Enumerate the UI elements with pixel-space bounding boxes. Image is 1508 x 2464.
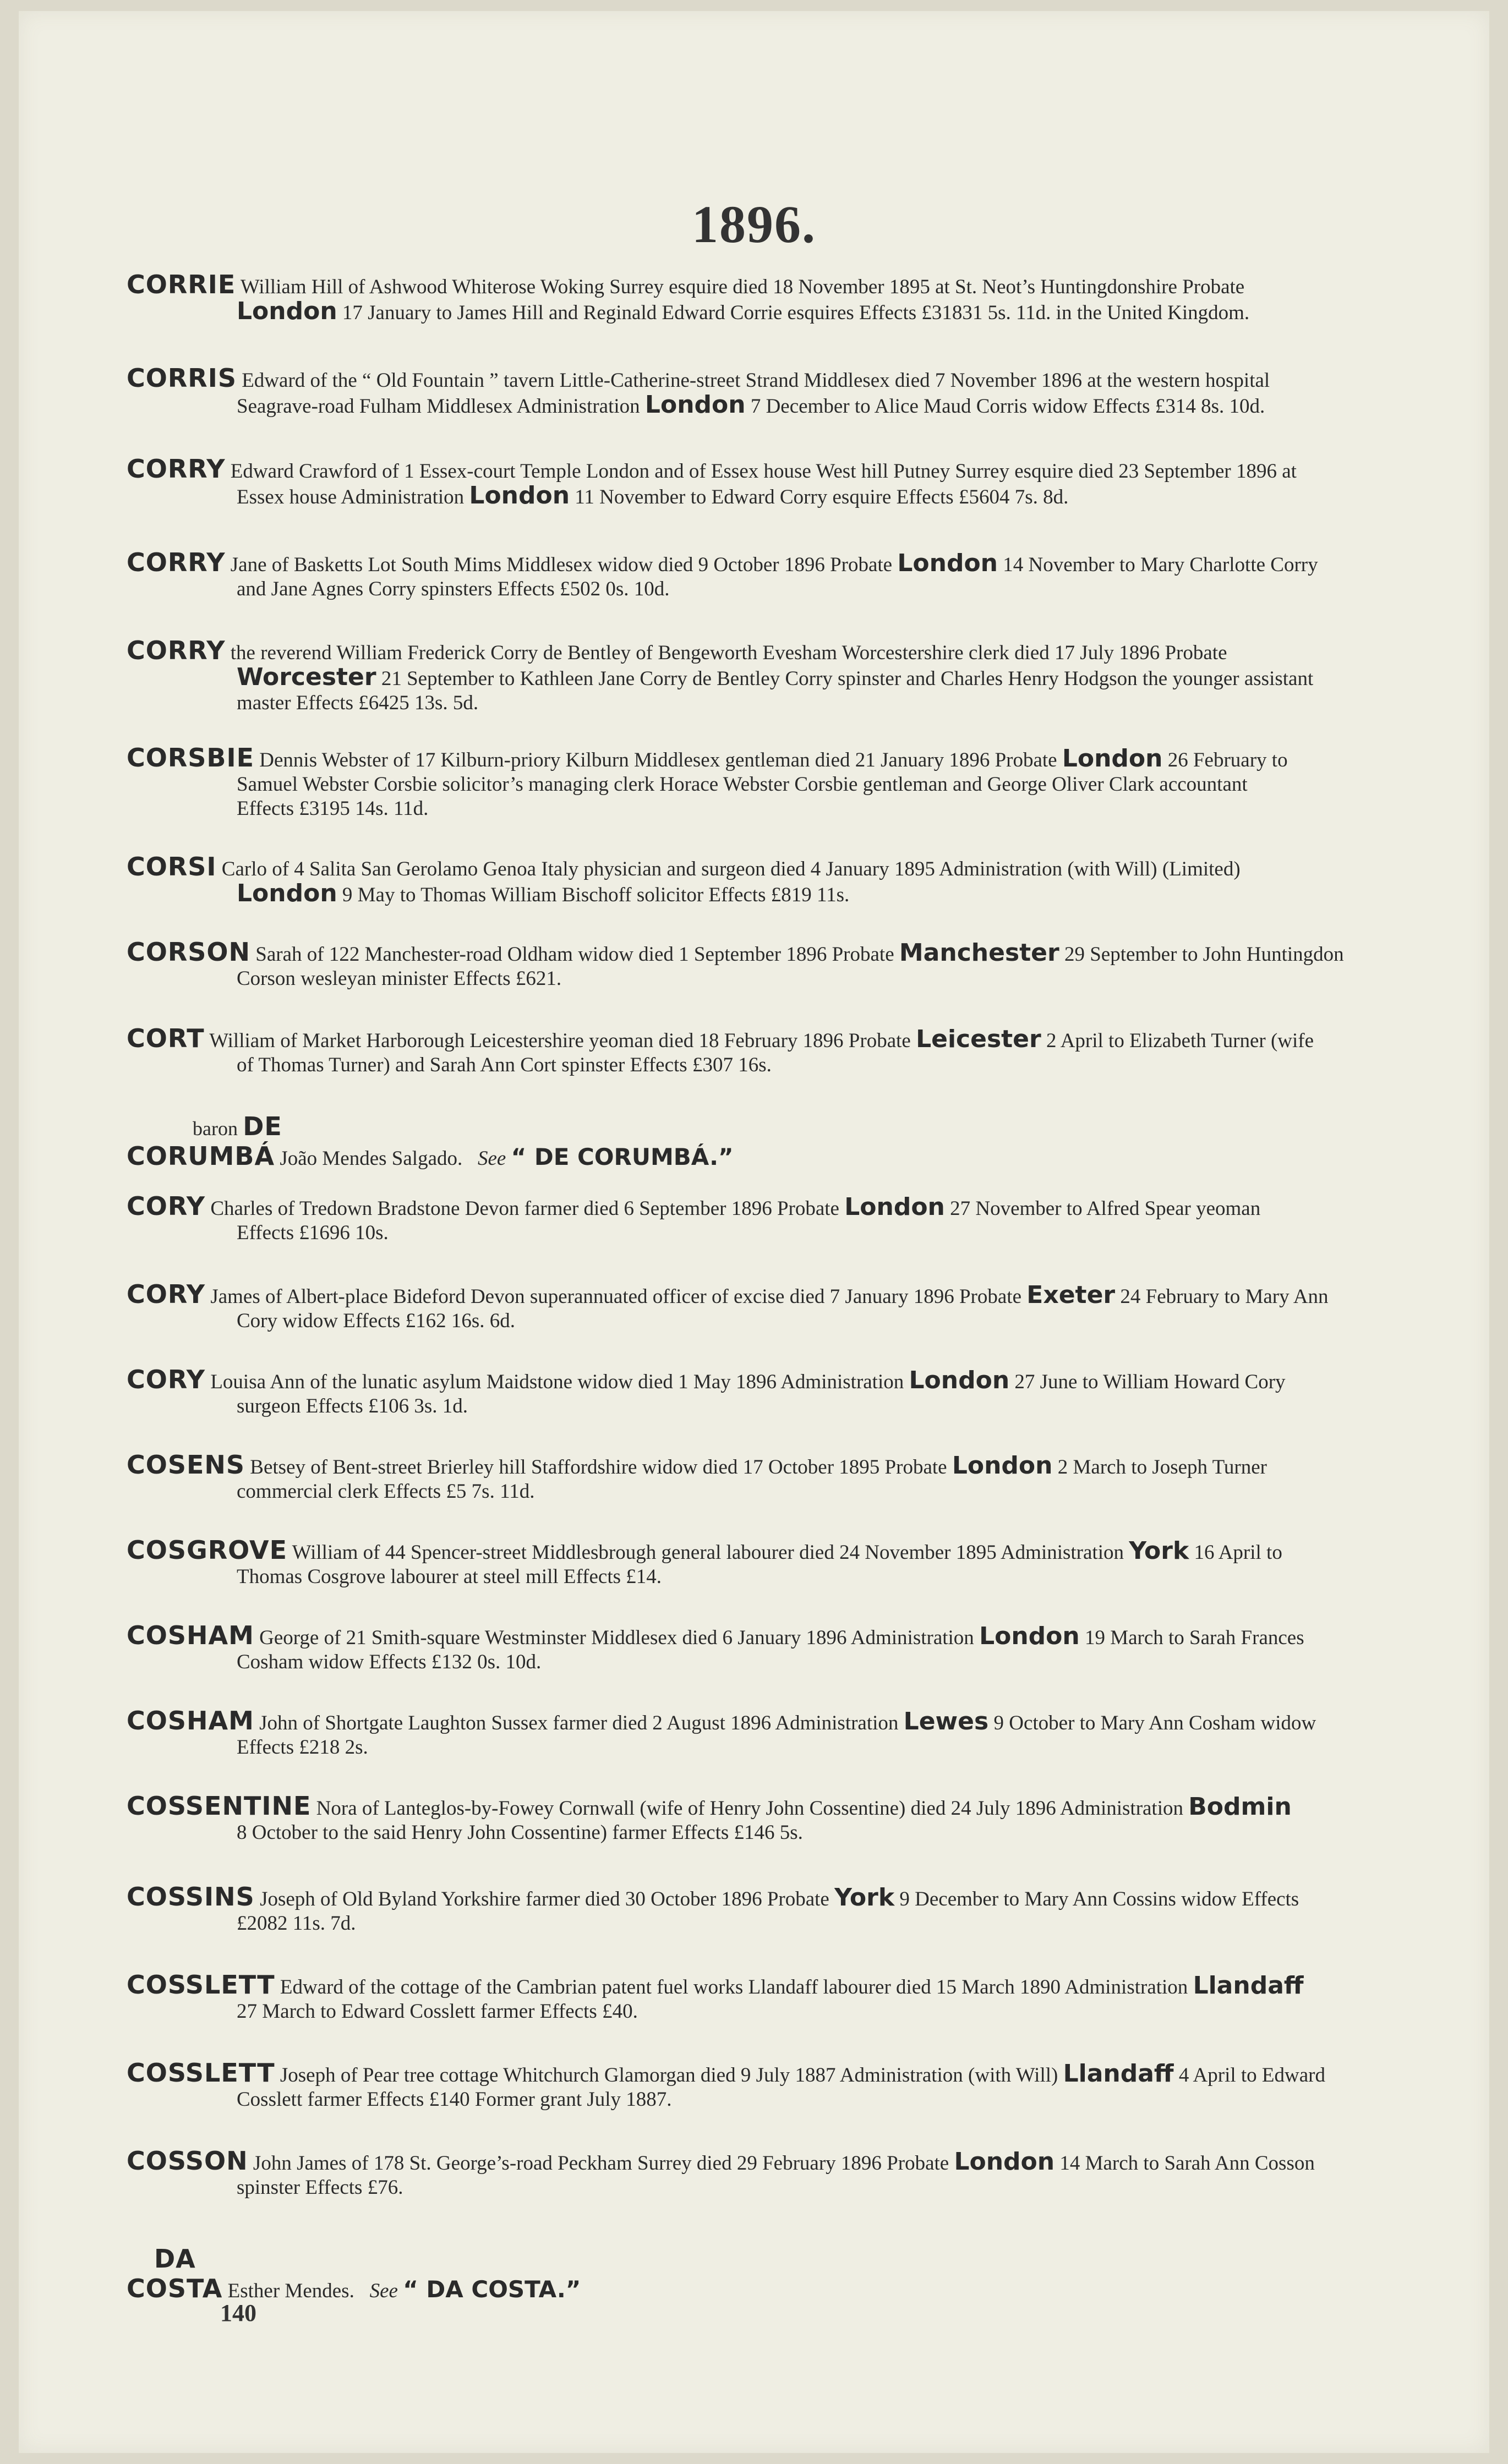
entry-text: Cosslett farmer Effects £140 Former grant July 1887. [237,2088,672,2111]
entry-text: John of Shortgate Laughton Sussex farmer died 2 August 1896 Administration [259,1712,899,1734]
probate-entry [127,1191,1453,1245]
entry-place: Manchester [899,939,1059,967]
entry-text: 27 March to Edward Cosslett farmer Effects £40. [237,2000,638,2023]
entry-text: 7 December to Alice Maud Corris widow Effects £314 8s. 10d. [750,395,1265,418]
entry-text: George of 21 Smith-square Westminster Middlesex died 6 January 1896 Administration [259,1627,974,1649]
entry-text: Joseph of Old Byland Yorkshire farmer died 30 October 1896 Probate [260,1888,829,1910]
probate-entry [127,1023,1453,1077]
entry-surname: COSENS [127,1450,245,1480]
probate-entry [127,638,1453,715]
entry-text: spinster Effects £76. [237,2176,403,2199]
entry-surname: CORY [127,1191,206,1221]
entry-text: Dennis Webster of 17 Kilburn-priory Kilburn Middlesex gentleman died 21 January 1896 Probate [259,749,1057,771]
entry-text: 2 April to Elizabeth Turner (wife [1046,1030,1314,1052]
entry-place: York [834,1883,895,1912]
xref-see: See [369,2280,398,2302]
entry-text: 9 October to Mary Ann Cosham widow [993,1712,1316,1734]
entry-surname: CORRY [127,547,226,577]
entry-surname: CORSON [127,937,251,967]
probate-entry [127,1450,1453,1504]
entry-surname: COSSINS [127,1882,255,1912]
entry-text: 4 April to Edward [1178,2064,1325,2087]
entry-place: London [237,297,337,325]
probate-entry [127,1279,1453,1333]
entry-text: 17 January to James Hill and Reginald Edward Corrie esquires Effects £31831 5s. 11d. in the United Kingdom. [342,302,1250,324]
entry-text: Carlo of 4 Salita San Gerolamo Genoa Italy physician and surgeon died 4 January 1895 Administration (with Will) (Limited) [221,858,1241,880]
xref-prefix: DA [154,2244,196,2274]
xref-prefix-small: baron [193,1118,238,1140]
entry-place: Lewes [903,1707,989,1735]
entry-text: 21 September to Kathleen Jane Corry de Bentley Corry spinster and Charles Henry Hodgson the younger assistant [381,667,1314,690]
entry-text: Charles of Tredown Bradstone Devon farmer died 6 September 1896 Probate [210,1197,839,1220]
entry-text: Corson wesleyan minister Effects £621. [237,967,562,990]
entry-text: 24 February to Mary Ann [1120,1285,1329,1308]
xref-see: See [478,1147,506,1170]
entry-surname: CORY [127,1365,206,1394]
entry-place: Leicester [916,1025,1041,1053]
entry-text: 27 June to William Howard Cory [1014,1371,1286,1393]
entry-place: Llandaff [1063,2060,1174,2088]
entry-text: surgeon Effects £106 3s. 1d. [237,1395,468,1417]
entry-surname: COSSENTINE [127,1791,312,1821]
entry-place: London [897,549,998,577]
entry-text: master Effects £6425 13s. 5d. [237,692,479,714]
entry-text: Effects £1696 10s. [237,1222,389,1244]
entry-text: James of Albert-place Bideford Devon superannuated officer of excise died 7 January 1896 Probate [210,1285,1022,1308]
probate-entry [127,272,1453,325]
entry-place: London [237,879,337,907]
entry-place: London [952,1452,1053,1480]
entry-place: Exeter [1026,1281,1116,1309]
entry-place: Worcester [237,663,376,691]
xref-surname: COSTA [127,2274,223,2303]
probate-entry [127,1535,1453,1589]
entry-text: Samuel Webster Corsbie solicitor’s managing clerk Horace Webster Corsbie gentleman and George Oliver Clark accountant [237,773,1248,796]
entry-surname: COSHAM [127,1706,254,1735]
entry-text: Nora of Lanteglos-by-Fowey Cornwall (wife of Henry John Cossentine) died 24 July 1896 Administration [316,1797,1183,1820]
probate-entry [127,743,1453,821]
probate-entry [127,1367,1453,1419]
probate-entry [127,937,1453,991]
entry-text: Joseph of Pear tree cottage Whitchurch Glamorgan died 9 July 1887 Administration (with Will) [280,2064,1058,2087]
entry-text: Seagrave-road Fulham Middlesex Administration [237,395,640,418]
probate-entry [127,1882,1453,1936]
entry-surname: CORY [127,1279,206,1309]
entry-place: Llandaff [1193,1972,1304,2000]
entry-text: 14 March to Sarah Ann Cosson [1059,2152,1315,2175]
entry-surname: COSGROVE [127,1535,288,1565]
cross-reference-entry [127,1111,734,1171]
entry-text: John James of 178 St. George’s-road Peckham Surrey died 29 February 1896 Probate [253,2152,949,2175]
entry-surname: CORRY [127,636,226,665]
entry-place: London [644,391,746,419]
probate-entry [127,1620,1453,1674]
entry-place: London [909,1366,1010,1394]
probate-entry [127,547,1453,601]
entry-text: 26 February to [1167,749,1288,771]
entry-surname: CORSI [127,852,217,881]
entry-text: 19 March to Sarah Frances [1084,1627,1304,1649]
xref-target: “ DE CORUMBÁ.” [511,1143,734,1170]
entry-surname: CORRIE [127,270,236,299]
entry-text: Sarah of 122 Manchester-road Oldham widow died 1 September 1896 Probate [255,943,894,966]
entry-surname: COSSLETT [127,2058,275,2088]
xref-given-name: João Mendes Salgado. [280,1147,463,1170]
probate-entry [127,852,1453,907]
entry-text: of Thomas Turner) and Sarah Ann Cort spinster Effects £307 16s. [237,1054,772,1076]
xref-prefix: DE [243,1111,282,1141]
page-number: 140 [220,2299,256,2326]
probate-entry [127,2146,1453,2200]
entry-text: Jane of Basketts Lot South Mims Middlesex widow died 9 October 1896 Probate [230,554,893,576]
entry-place: London [979,1622,1080,1650]
entry-text: £2082 11s. 7d. [237,1912,356,1935]
entry-surname: COSSLETT [127,1970,275,2000]
entry-text: 16 April to [1194,1541,1282,1564]
entry-text: William of 44 Spencer-street Middlesbrough general labourer died 24 November 1895 Administration [292,1541,1124,1564]
entry-text: 9 May to Thomas William Bischoff solicitor Effects £819 11s. [342,884,850,906]
entry-place: London [469,481,570,510]
entry-place: London [1062,744,1163,773]
entry-text: and Jane Agnes Corry spinsters Effects £502 0s. 10d. [237,578,670,600]
entry-text: William of Market Harborough Leicestershire yeoman died 18 February 1896 Probate [209,1030,911,1052]
entry-text: Betsey of Bent-street Brierley hill Staffordshire widow died 17 October 1895 Probate [250,1456,947,1479]
entry-text: the reverend William Frederick Corry de Bentley of Bengeworth Evesham Worcestershire clerk died 17 July 1896 Probate [230,642,1227,664]
entry-text: Edward of the cottage of the Cambrian patent fuel works Llandaff labourer died 15 March 1890 Administration [280,1976,1188,1998]
entry-text: 9 December to Mary Ann Cossins widow Effects [899,1888,1299,1910]
entry-text: Louisa Ann of the lunatic asylum Maidstone widow died 1 May 1896 Administration [210,1371,904,1393]
entry-text: 2 March to Joseph Turner [1057,1456,1267,1479]
entry-text: 8 October to the said Henry John Cossentine) farmer Effects £146 5s. [237,1821,803,1844]
page-year-heading: 1896. [692,195,816,254]
probate-entry [127,363,1453,419]
probate-entry [127,454,1453,510]
entry-text: Edward Crawford of 1 Essex-court Temple London and of Essex house West hill Putney Surrey esquire died 23 September 1896 at [230,460,1297,483]
entry-text: Cosham widow Effects £132 0s. 10d. [237,1651,542,1673]
entry-text: William Hill of Ashwood Whiterose Woking Surrey esquire died 18 November 1895 at St. Neot’s Huntingdonshire Probate [240,276,1245,298]
entry-place: Bodmin [1188,1793,1292,1821]
entry-text: 14 November to Mary Charlotte Corry [1003,554,1318,576]
entry-surname: CORSBIE [127,743,255,773]
cross-reference-entry [127,2244,581,2303]
entry-text: Effects £218 2s. [237,1736,368,1759]
entry-surname: CORRY [127,454,226,484]
entry-surname: CORRIS [127,363,237,393]
xref-surname: CORUMBÁ [127,1141,275,1171]
probate-entry [127,1706,1453,1760]
entry-place: London [954,2148,1055,2176]
entry-text: commercial clerk Effects £5 7s. 11d. [237,1480,535,1503]
probate-entry [127,2058,1453,2112]
entry-text: Cory widow Effects £162 16s. 6d. [237,1310,515,1332]
xref-target: “ DA COSTA.” [403,2276,581,2303]
probate-entry [127,1791,1453,1845]
entry-text: Essex house Administration [237,486,465,508]
entry-text: Effects £3195 14s. 11d. [237,797,429,820]
entry-text: Thomas Cosgrove labourer at steel mill Effects £14. [237,1565,662,1588]
entry-place: York [1129,1537,1189,1565]
xref-given-name: Esther Mendes. [227,2280,354,2302]
probate-entry [127,1970,1453,2024]
entry-text: 11 November to Edward Corry esquire Effects £5604 7s. 8d. [575,486,1069,508]
entry-text: 27 November to Alfred Spear yeoman [950,1197,1261,1220]
entry-surname: COSHAM [127,1620,254,1650]
entry-surname: CORT [127,1023,205,1053]
entry-text: Edward of the “ Old Fountain ” tavern Little-Catherine-street Strand Middlesex died 7 November 1896 at the western hospital [242,369,1270,392]
entry-place: London [844,1193,945,1221]
entry-surname: COSSON [127,2146,248,2176]
entry-text: 29 September to John Huntingdon [1064,943,1344,966]
